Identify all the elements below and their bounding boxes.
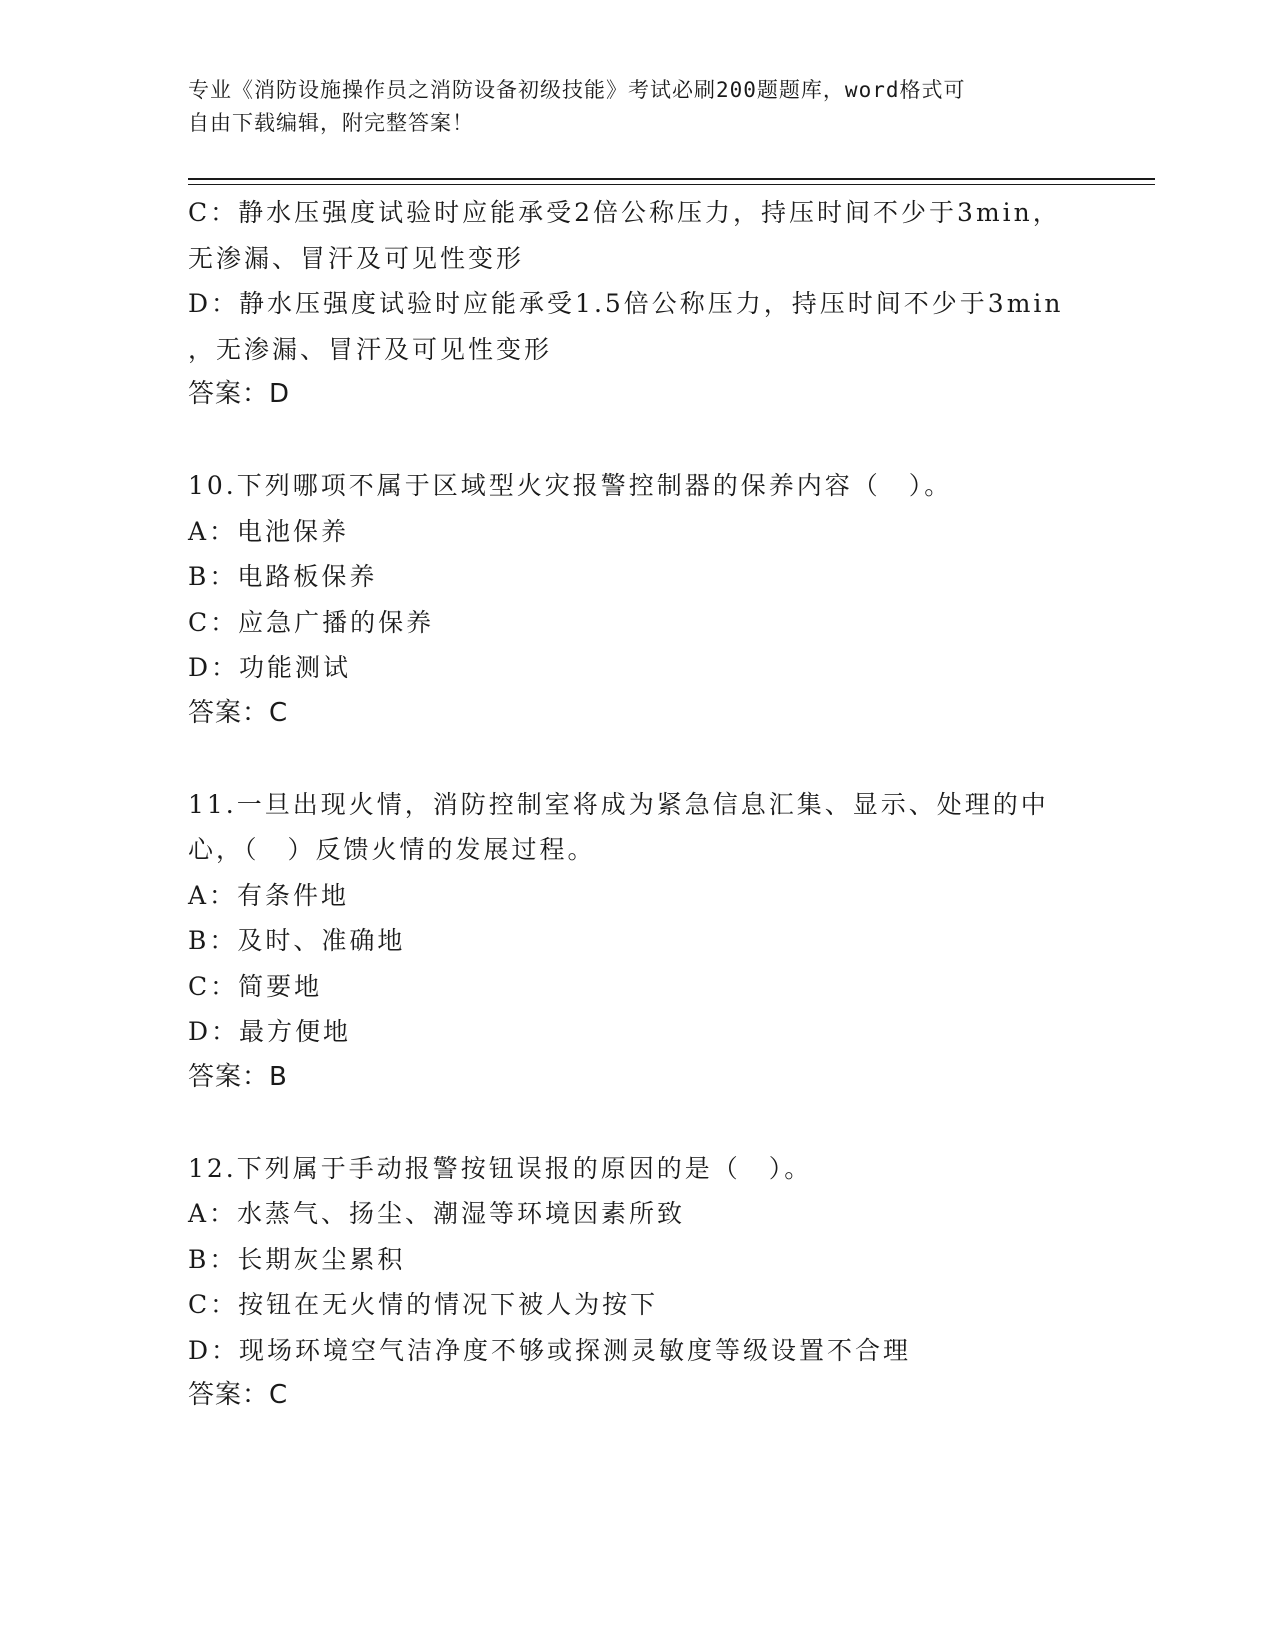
header-line-2: 自由下载编辑，附完整答案！ xyxy=(188,111,474,135)
document-header xyxy=(188,74,1068,140)
option-d: D：功能测试 xyxy=(188,653,352,682)
question-stem-line-1: 11.一旦出现火情，消防控制室将成为紧急信息汇集、显示、处理的中 xyxy=(188,789,1049,819)
option-c-line-2: 无渗漏、冒汗及可见性变形 xyxy=(188,243,525,273)
answer: 答案：C xyxy=(188,697,289,728)
option-b: B：电路板保养 xyxy=(188,562,378,591)
header-divider-thick xyxy=(188,178,1155,180)
option-d-line-1: D：静水压强度试验时应能承受1.5倍公称压力，持压时间不少于3min xyxy=(188,289,1064,318)
option-d: D：最方便地 xyxy=(188,1017,352,1046)
option-d-line-2: ，无渗漏、冒汗及可见性变形 xyxy=(188,334,553,364)
question-10 xyxy=(188,463,1088,736)
question-content xyxy=(188,190,1088,1419)
option-c: C：应急广播的保养 xyxy=(188,607,435,637)
option-b: B：及时、准确地 xyxy=(188,926,406,955)
header-divider-thin xyxy=(188,184,1155,185)
option-c-line-1: C：静水压强度试验时应能承受2倍公称压力，持压时间不少于3min， xyxy=(188,198,1061,227)
spacer xyxy=(188,736,1088,782)
option-a: A：水蒸气、扬尘、潮湿等环境因素所致 xyxy=(188,1199,686,1228)
option-b: B：长期灰尘累积 xyxy=(188,1244,406,1274)
header-line-1: 专业《消防设施操作员之消防设备初级技能》考试必刷200题题库，word格式可 xyxy=(188,78,966,102)
answer: 答案：C xyxy=(188,1380,289,1410)
previous-question xyxy=(188,190,1088,418)
question-stem: 10.下列哪项不属于区域型火灾报警控制器的保养内容（ ）。 xyxy=(188,471,953,500)
option-c: C：按钮在无火情的情况下被人为按下 xyxy=(188,1290,659,1319)
question-12 xyxy=(188,1146,1088,1419)
option-d: D：现场环境空气洁净度不够或探测灵敏度等级设置不合理 xyxy=(188,1335,912,1365)
question-stem: 12.下列属于手动报警按钮误报的原因的是（ ）。 xyxy=(188,1153,813,1183)
option-a: A：电池保养 xyxy=(188,516,350,546)
question-stem-line-2: 心，（ ）反馈火情的发展过程。 xyxy=(188,835,596,864)
question-11 xyxy=(188,782,1088,1101)
spacer xyxy=(188,1100,1088,1146)
answer: 答案：D xyxy=(188,379,291,409)
spacer xyxy=(188,418,1088,464)
option-c: C：简要地 xyxy=(188,971,323,1001)
option-a: A：有条件地 xyxy=(188,880,350,910)
answer: 答案：B xyxy=(188,1061,288,1092)
